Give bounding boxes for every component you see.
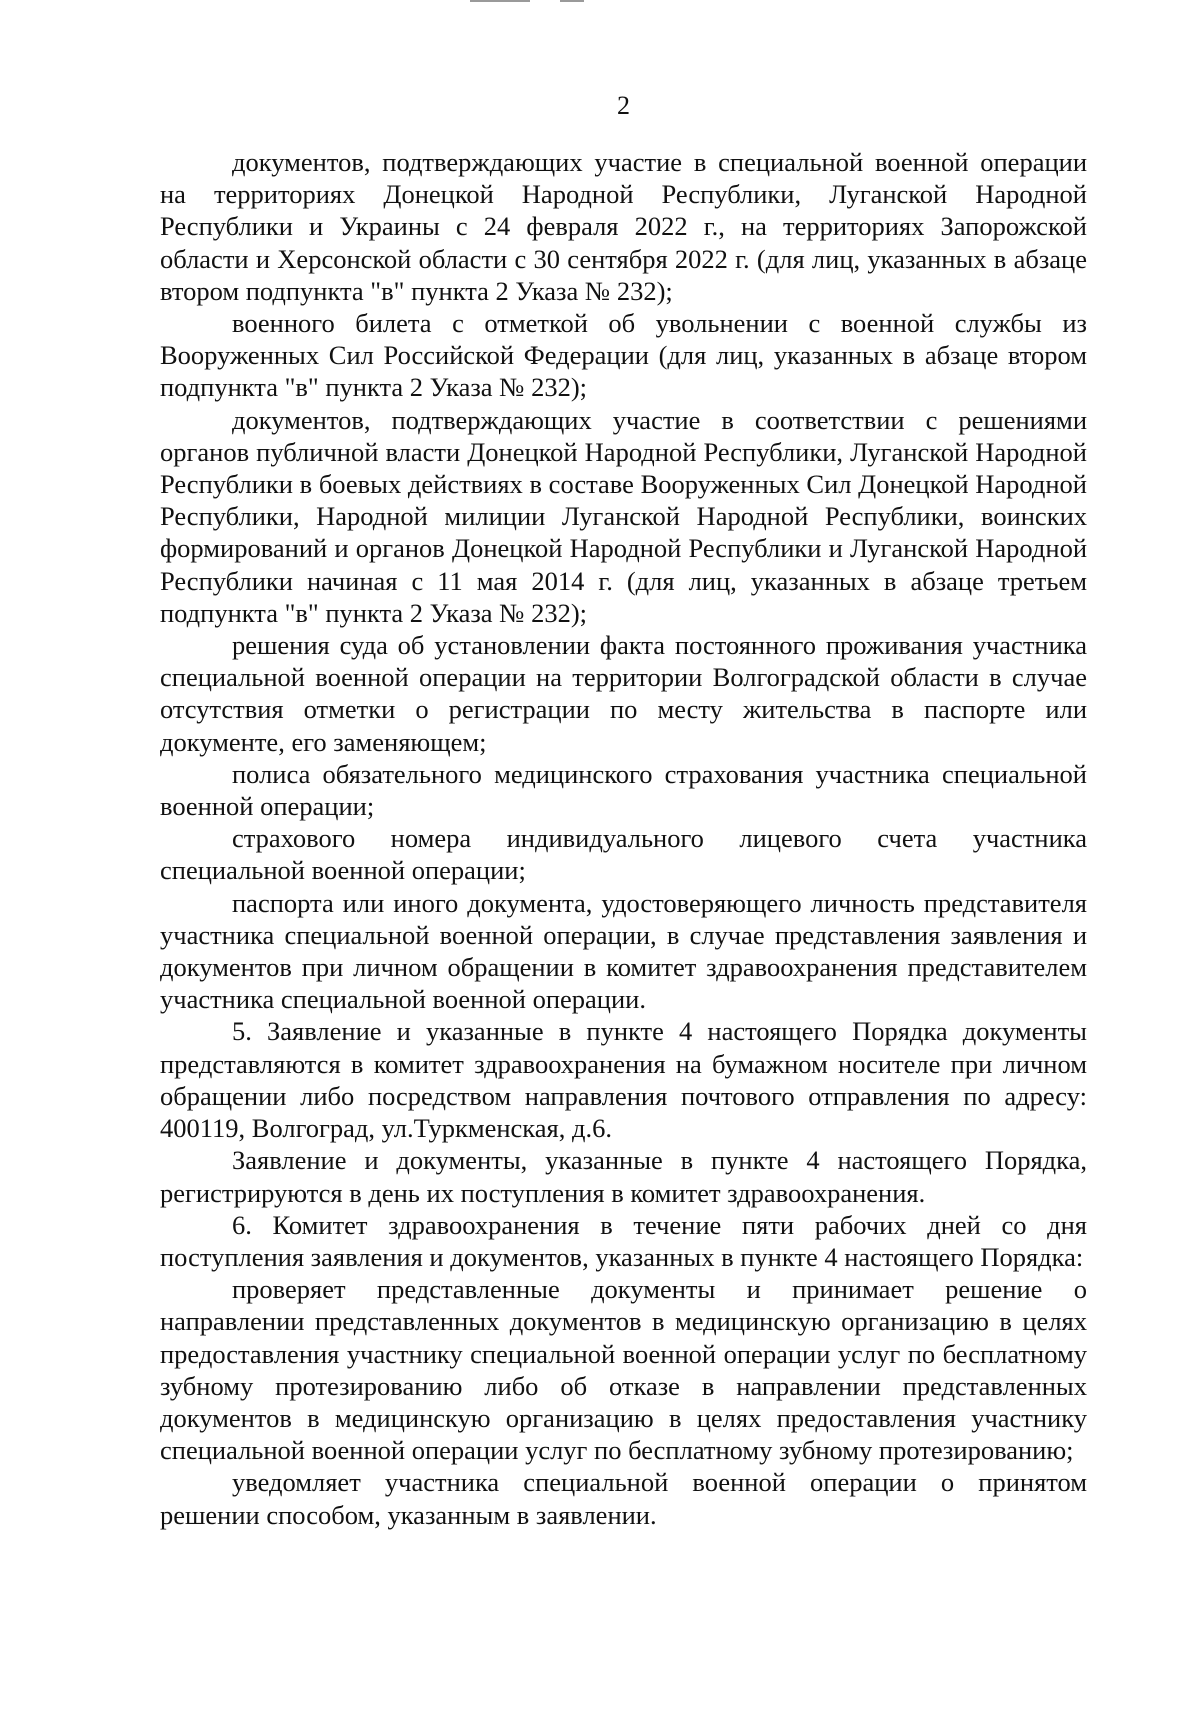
- paragraph-military-id: военного билета с отметкой об увольнении с военной службы из Вооруженных Сил Российской Федерации (для лиц, указанных в абзаце втором подпункта "в" пункта 2 Указа № 232);: [160, 308, 1087, 403]
- paragraph-court-decision: решения суда об установлении факта постоянного проживания участника специальной военной операции на территории Волгоградской области в случае отсутствия отметки о регистрации по месту жительства в паспорте или документе, его заменяющем;: [160, 630, 1087, 757]
- paragraph-item-5: 5. Заявление и указанные в пункте 4 настоящего Порядка документы представляются в комитет здравоохранения на бумажном носителе при личном обращении либо посредством направления почтового отправления по адресу: 400119, Волгоград, ул.Туркменская, д.6.: [160, 1016, 1087, 1144]
- paragraph-registration: Заявление и документы, указанные в пункте 4 настоящего Порядка, регистрируются в день их поступления в комитет здравоохранения.: [160, 1145, 1087, 1208]
- paragraph-snils: страхового номера индивидуального лицевого счета участника специальной военной операции;: [160, 823, 1087, 886]
- paragraph-dnr-lnr-documents: документов, подтверждающих участие в соответствии с решениями органов публичной власти Донецкой Народной Республики, Луганской Народной Республики в боевых действиях в составе Вооруженных Сил Донецкой Народной Республики, Народной милиции Луганской Народной Республики, воинских формирований и органов Донецкой Народной Республики и Луганской Народной Республики начиная с 11 мая 2014 г. (для лиц, указанных в абзаце третьем подпункта "в" пункта 2 Указа № 232);: [160, 404, 1087, 628]
- paragraph-representative-passport: паспорта или иного документа, удостоверяющего личность представителя участника специальной военной операции, в случае представления заявления и документов при личном обращении в комитет здравоохранения представителем участника специальной военной операции.: [160, 887, 1087, 1015]
- paragraph-checks-documents: проверяет представленные документы и принимает решение о направлении представленных документов в медицинскую организацию в целях предоставления участнику специальной военной операции услуг по бесплатному зубному протезированию либо об отказе в направлении представленных документов в медицинскую организацию в целях предоставления участнику специальной военной операции услуг по бесплатному зубному протезированию;: [160, 1274, 1087, 1466]
- paragraph-notifies: уведомляет участника специальной военной операции о принятом решении способом, указанным в заявлении.: [160, 1467, 1087, 1530]
- page-number: 2: [617, 91, 630, 120]
- scan-artifact: [470, 0, 530, 2]
- paragraph-svo-documents: документов, подтверждающих участие в специальной военной операции на территориях Донецкой Народной Республики, Луганской Народной Республики и Украины с 24 февраля 2022 г., на территориях Запорожской области и Херсонской области с 30 сентября 2022 г. (для лиц, указанных в абзаце втором подпункта "в" пункта 2 Указа № 232);: [160, 147, 1087, 306]
- document-body: [160, 146, 1087, 1531]
- paragraph-insurance-policy: полиса обязательного медицинского страхования участника специальной военной операции;: [160, 758, 1087, 822]
- paragraph-item-6: 6. Комитет здравоохранения в течение пяти рабочих дней со дня поступления заявления и документов, указанных в пункте 4 настоящего Порядка:: [160, 1209, 1087, 1272]
- scan-artifact: [560, 0, 584, 2]
